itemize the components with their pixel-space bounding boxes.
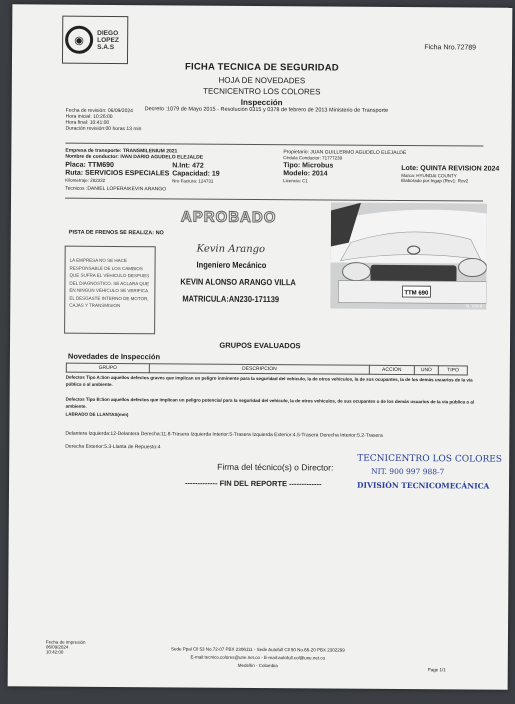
footer-city: Medellín - Colombia xyxy=(237,662,278,669)
vehicle-middle-column: Propietario: JUAN GUILLERMO AGUDELO ELEJALDE Cédula Conductor: 71777239 Tipo: Microbus Modelo: 2014 Licencia: C1 xyxy=(283,149,407,184)
photo-timestamp: 5L 7/35 8 xyxy=(465,303,483,309)
defectos-a: Defectos Tipo A:Son aquellos defectos graves que implican un peligro inminente para la seguridad del vehículo, la de otros vehículos, la de sus ocupantes, la de los demás usuarios de la vía pública o al ambiente. xyxy=(65,374,473,387)
fin-reporte: ------------- FIN DEL REPORTE ------------- xyxy=(185,478,322,489)
col-und: UND xyxy=(414,366,439,375)
n-int: N.Int: 472 xyxy=(172,162,204,170)
section-inspeccion: Inspección xyxy=(240,97,283,108)
novedades-title: Novedades de Inspección xyxy=(67,351,161,362)
labrado-title: LABRADO DE LLANTAS(mm) xyxy=(65,411,129,418)
disclaimer-box: LA EMPRESA NO SE HACE RESPONSABLE DE LOS CAMBIOS QUE SUFRA EL VEHICULO DESPUES DEL DIAGNOSTICO. SE ACLARA QUE EN NINGUN VEHICULO SE VERIFICA EL DESGASTE INTERNO DE MOTOR, CAJAS Y TRANSMISION xyxy=(64,246,156,335)
vehicle-right-column: Lote: QUINTA REVISION 2024 Marca: HYUNDAI COUNTY Elaborado por:Ingap (Rev1: Rov2 xyxy=(401,164,500,184)
divider xyxy=(65,143,483,147)
document-subtitle: HOJA DE NOVEDADES xyxy=(218,75,306,86)
col-grupo: GRUPO xyxy=(66,363,149,373)
vehicle-photo-image xyxy=(330,202,487,309)
tire-tread-1: Delantera Izquierda:12-Delantera Derecha:11.8-Trasera Izquierda Interior:5-Trasera Izquierda Exterior:4.5-Trasera Derecha Interior:5.2-Trasera xyxy=(65,430,383,439)
technician-title: Ingeniero Mecánico xyxy=(196,259,267,271)
pista-frenos: PISTA DE FRENOS SE REALIZA: NO xyxy=(68,229,164,237)
firma-label: Firma del técnico(s) o Director: xyxy=(217,461,334,473)
stamp-nit: NIT. 900 997 988-7 xyxy=(371,466,445,477)
ruta: Ruta: SERVICIOS ESPECIALES xyxy=(65,169,170,178)
stamp-company: TECNICENTRO LOS COLORES xyxy=(357,453,503,465)
footer-email: E-mail:tecnico.colores@une.net.co - E-mail:autofull.col@une.net.co xyxy=(190,654,326,661)
tire-tread-2: Derecha Exterior:5.3-Llanta de Repuesto:4 xyxy=(65,443,161,451)
company-logo xyxy=(62,16,128,64)
col-descripcion: DESCRIPCION xyxy=(149,364,369,375)
document-title: FICHA TECNICA DE SEGURIDAD xyxy=(184,61,339,74)
technician-matricula: MATRICULA:AN230-171139 xyxy=(182,293,280,305)
print-date: Fecha de impresión 06/09/2024 10:42:00 xyxy=(45,639,86,655)
placa: Placa: TTM690 xyxy=(65,161,114,169)
company-name: TECNICENTRO LOS COLORES xyxy=(203,86,321,97)
technician-name: KEVIN ALONSO ARANGO VILLA xyxy=(180,276,296,288)
decreto-text: Decreto :1079 de Mayo 2015 - Resolución 0315 y 0378 de febrero de 2013 Ministerio de Transporte xyxy=(144,106,389,114)
ficha-number: Ficha Nro.72789 xyxy=(424,44,477,52)
tecnicos: Tecnicos :DANIEL LOPERA\KEVIN ARANGO xyxy=(65,185,167,193)
vehicle-photo xyxy=(330,202,487,309)
defectos-b: Defectos Tipo B:Son aquellos defectos que implican un peligro potencial para la seguridad del vehículo, la de otros vehículos, de sus ocupantes o de los demás usuarios de la vía pública o al ambiente. xyxy=(65,396,475,409)
stamp-division: DIVISIÓN TECNICOMECÁNICA xyxy=(357,480,490,491)
capacidad: Capacidad: 19 xyxy=(172,170,220,178)
divider xyxy=(65,198,483,202)
col-tipo: TIPO xyxy=(439,366,468,375)
vehicle-left-column: Empresa de transporte: TRANSMILENIUM 2021 Nombre de conductor: IVAN DARIO AGUDELO ELEJALDE Placa: TTM690 N.Int: 472 Ruta: SERVICIOS ESPECIALES Capacidad: 19 Kilometraje: 282332 Nro Factura: 124731 Tecnicos :DANIEL LOPERA\KEVIN ARANGO xyxy=(65,148,235,193)
footer-address: Sede Ppal Cll 53 No.72-07 PBX 2306111 - Sede Autofull Cll 50 No.66-20 PBX 2302299 xyxy=(171,646,345,653)
revision-times: Fecha de revisión: 06/09/2024 Hora inicial: 10:26:00 Hora final: 10:41:00 Duración revisión:00 horas 13 min xyxy=(65,107,142,133)
report-page xyxy=(8,4,513,689)
logo-emblem-icon: ◉ xyxy=(65,26,93,54)
technician-signature: Kevin Arango xyxy=(196,243,266,256)
logo-text: DIEGO LOPEZ S.A.S xyxy=(97,29,119,51)
col-accion: ACCION xyxy=(370,365,414,374)
approval-status: APROBADO xyxy=(180,208,277,227)
page-number: Page 1/1 xyxy=(427,667,446,673)
grupos-title: GRUPOS EVALUADOS xyxy=(219,340,301,351)
plate-text: TTM 690 xyxy=(404,290,429,297)
